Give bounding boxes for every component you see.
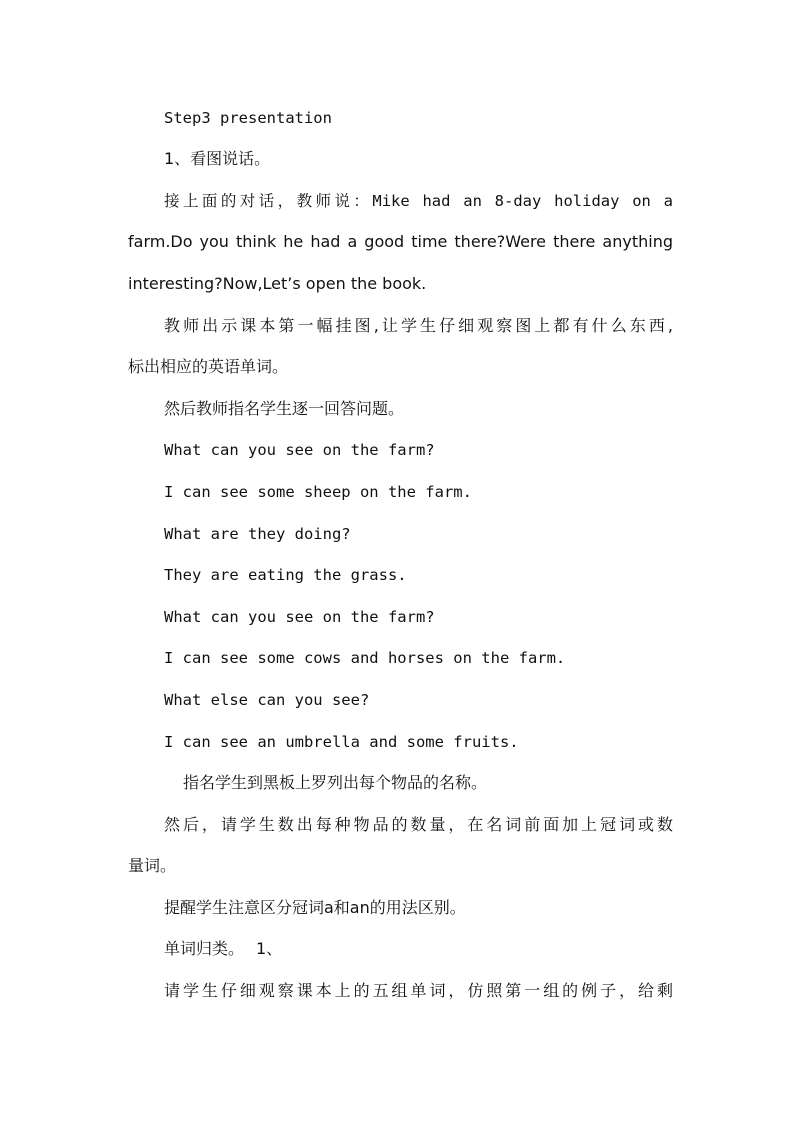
paragraph-5-line-2: 量词。 (128, 856, 177, 875)
step-heading: Step3 presentation (164, 109, 332, 127)
paragraph-2-line-1: 教师出示课本第一幅挂图,让学生仔细观察图上都有什么东西, (164, 316, 673, 335)
paragraph-1-line-1: 接上面的对话，教师说：Mike had an 8-day holiday on a (164, 192, 673, 210)
paragraph-1-line-3: interesting?Now,Let’s open the book. (128, 274, 427, 293)
list-title: 单词归类。 (164, 939, 245, 958)
dialogue-line: What are they doing? (164, 525, 351, 543)
paragraph-7: 请学生仔细观察课本上的五组单词，仿照第一组的例子，给剩 (164, 981, 673, 1000)
paragraph-4: 指名学生到黑板上罗列出每个物品的名称。 (183, 773, 488, 792)
list-number: 1、 (256, 939, 283, 958)
paragraph-1-line-2: farm.Do you think he had a good time there?Were there anything (128, 232, 673, 251)
dialogue-line: I can see some sheep on the farm. (164, 483, 472, 501)
section-title-1: 1、看图说话。 (164, 149, 271, 168)
dialogue-line: What can you see on the farm? (164, 608, 435, 626)
dialogue-line: I can see some cows and horses on the farm. (164, 649, 566, 667)
paragraph-6: 提醒学生注意区分冠词a和an的用法区别。 (164, 898, 466, 917)
dialogue-line: I can see an umbrella and some fruits. (164, 733, 519, 751)
dialogue-line: What can you see on the farm? (164, 441, 435, 459)
paragraph-3: 然后教师指名学生逐一回答问题。 (164, 399, 405, 418)
paragraph-5-line-1: 然后，请学生数出每种物品的数量，在名词前面加上冠词或数 (164, 815, 673, 834)
dialogue-line: They are eating the grass. (164, 566, 407, 584)
paragraph-2-line-2: 标出相应的英语单词。 (128, 357, 289, 376)
dialogue-line: What else can you see? (164, 691, 370, 709)
